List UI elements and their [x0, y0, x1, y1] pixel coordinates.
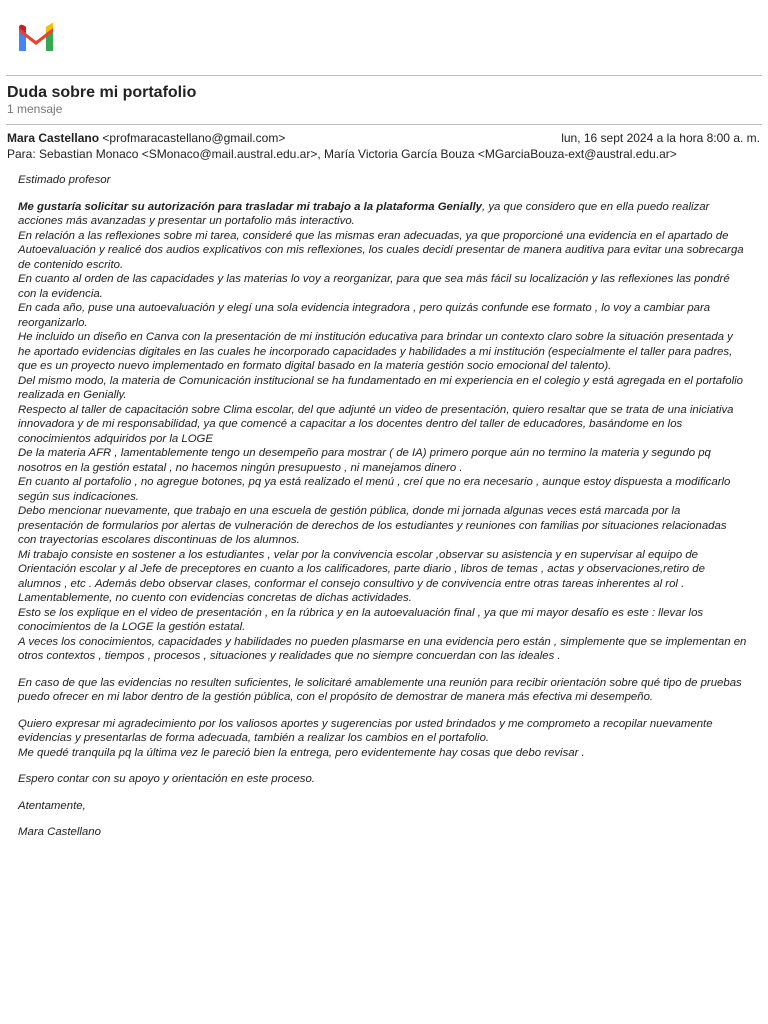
body-line: Mi trabajo consiste en sostener a los estudiantes , velar por la convivencia escolar ,observar su asistencia y en supervisar al equipo de Orientación escolar y al Jefe de preceptores en cuanto a los calificadores, parte diario , libros de temas , actas y observaciones,retiro de alumnos , etc . Además debo observar clases, conformar el consejo consultivo y de convivencia entre otras tareas inherentes al rol .: [18, 548, 705, 590]
greeting: Estimado profesor: [18, 174, 111, 186]
body-line: En relación a las reflexiones sobre mi tarea, consideré que las mismas eran adecuadas, ya que proporcioné una evidencia en el apartado de Autoevaluación y realicé dos audios explicativos con mis reflexiones, los cuales decidí presentar de manera auditiva para evitar una sobrecarga de contenido escrito.: [18, 229, 744, 271]
body-line: Esto se los explique en el video de presentación , en la rúbrica y en la autoevaluación final , ya que mi mayor desafío es este : llevar los conocimientos de la LOGE la gestión estatal.: [18, 606, 704, 633]
bold-request: Me gustaría solicitar su autorización para trasladar mi trabajo a la plataforma Genially: [18, 200, 483, 213]
body-line: Del mismo modo, la materia de Comunicación institucional se ha fundamentado en mi experiencia en el colegio y está agregada en el portafolio realizada en Genially.: [18, 374, 743, 401]
thread-subject: Duda sobre mi portafolio: [7, 84, 197, 101]
header-divider: [6, 75, 762, 76]
body-line: He incluido un diseño en Canva con la presentación de mi institución educativa para brindar un contexto claro sobre la situación presentada y he aportado evidencias digitales en las cuales he incorporado capacidades y habilidades a mi institución (especialmente el taller para padres, que es un proyecto nuevo implementado en formato digital basado en la materia gestión socio emocional del talento).: [18, 331, 733, 372]
body-line: Me quedé tranquila pq la última vez le pareció bien la entrega, pero evidentemente hay cosas que debo revisar .: [18, 746, 585, 759]
body-paragraph: Quiero expresar mi agradecimiento por los valiosos aportes y sugerencias por usted brindados y me comprometo a recopilar nuevamente evidencias y presentarlas de forma adecuada, también a realizar los cambios en el portafolio.: [18, 717, 713, 744]
body-line: En cuanto al orden de las capacidades y las materias lo voy a reorganizar, para que sea más fácil su localización y las reflexiones las pondré con la evidencia.: [18, 273, 730, 300]
body-line: En cuanto al portafolio , no agregue botones, pq ya está realizado el menú , creí que no era necesario , aunque estoy dispuesta a modificarlo según sus indicaciones.: [18, 476, 731, 503]
body-line: En cada año, puse una autoevaluación y elegí una sola evidencia integradora , pero quizás confunde ese formato , lo voy a cambiar para reorganizarlo.: [18, 302, 711, 329]
sender-line: [7, 131, 760, 145]
body-paragraph: Me gustaría solicitar su autorización para trasladar mi trabajo a la plataforma Genially, ya que considero que en ella puedo realizar acciones más avanzadas y presentar un portafolio más interactivo.: [18, 200, 710, 227]
body-paragraph: Espero contar con su apoyo y orientación en este proceso.: [18, 773, 315, 785]
body-line: A veces los conocimientos, capacidades y habilidades no pueden plasmarse en una evidencia pero están , simplemente que se implementan en otros contextos , tiempos , procesos , situaciones y realidades que no siempre concuerdan con las ideales .: [18, 635, 747, 662]
message-count: 1 mensaje: [7, 102, 63, 116]
body-line: Debo mencionar nuevamente, que trabajo en una escuela de gestión pública, donde mi jornada algunas veces está marcada por la presentación de formularios por alertas de vulneración de derechos de los estudiantes y reuniones con familias por situaciones relacionadas con trayectorias escolares discontinuas de los alumnos.: [18, 505, 727, 546]
gmail-logo-icon: [16, 22, 56, 52]
sender-email[interactable]: <profmaracastellano@gmail.com>: [102, 131, 286, 145]
signature: Mara Castellano: [18, 826, 101, 838]
body-paragraph: En caso de que las evidencias no resulten suficientes, le solicitaré amablemente una reunión para recibir orientación sobre qué tipo de pruebas puedo ofrecer en mi labor dentro de la gestión pública, con el propósito de demostrar de manera más efectiva mi desempeño.: [18, 676, 742, 703]
message-body: [18, 173, 748, 840]
sender-name[interactable]: Mara Castellano: [7, 131, 100, 145]
body-line: De la materia AFR , lamentablemente tengo un desempeño para mostrar ( de IA) primero porque aún no termino la materia y segundo pq nosotros en la gestión estatal , no hacemos ningún presupuesto , ni manejamos dinero .: [18, 447, 711, 474]
closing: Atentamente,: [18, 799, 86, 812]
recipients-line: Para: Sebastian Monaco <SMonaco@mail.austral.edu.ar>, María Victoria García Bouza <MGarciaBouza-ext@austral.edu.ar>: [7, 147, 677, 161]
body-line: Respecto al taller de capacitación sobre Clima escolar, del que adjunté un video de presentación, quiero resaltar que se trata de una iniciativa innovadora y de mi responsabilidad, ya que comencé a capacitar a los docentes dentro del taller de educadores, basándome en los conocimientos adquiridos por la LOGE: [18, 403, 734, 445]
body-line: Lamentablemente, no cuento con evidencias concretas de dichas actividades.: [18, 592, 412, 604]
thread-divider: [6, 124, 762, 125]
message-date: lun, 16 sept 2024 a la hora 8:00 a. m.: [561, 131, 760, 145]
